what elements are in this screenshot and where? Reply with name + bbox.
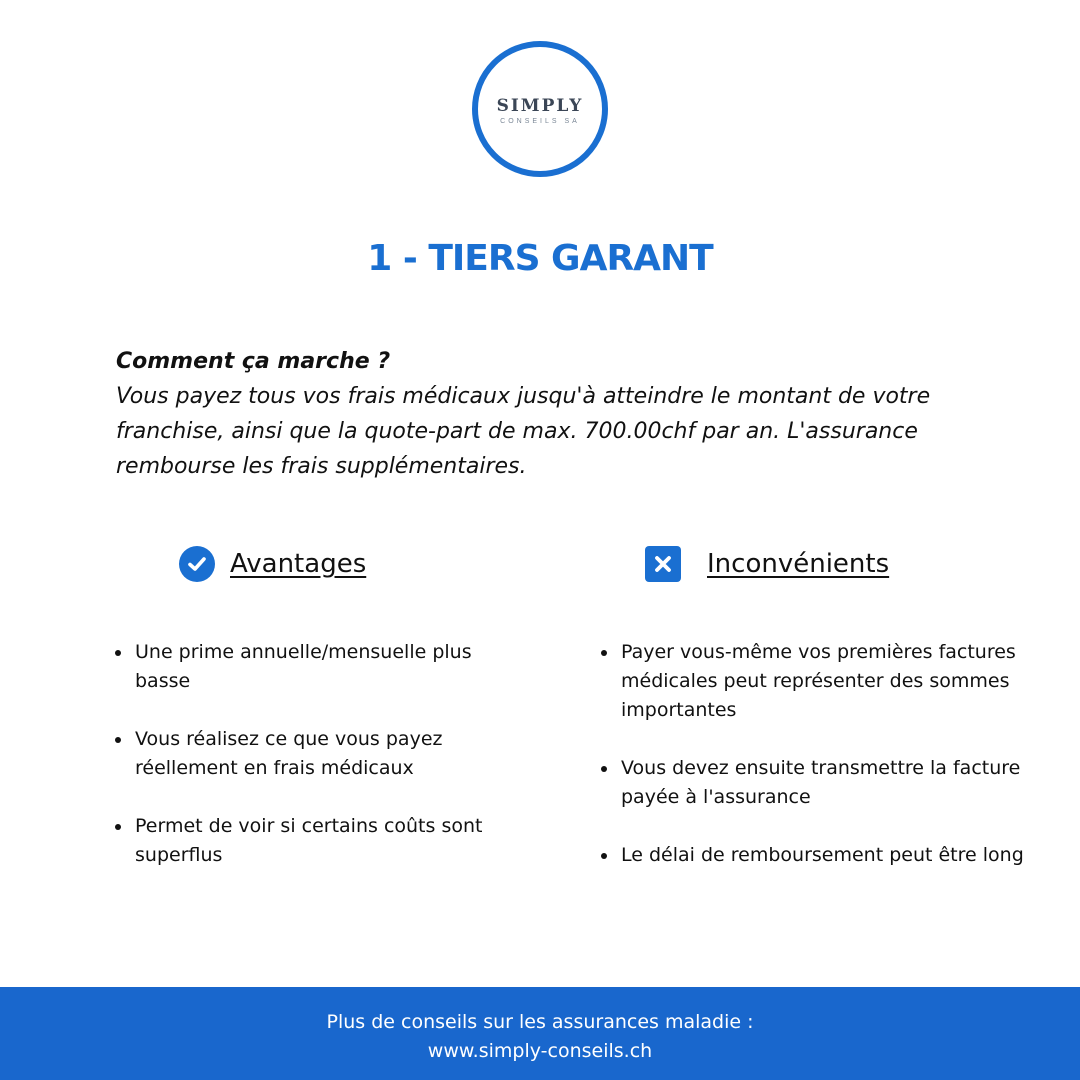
list-item: Vous devez ensuite transmettre la facture payée à l'assurance (601, 754, 1041, 812)
advantages-list (115, 638, 495, 899)
advantages-heading-label: Avantages (230, 549, 367, 579)
intro-question: Comment ça marche ? (116, 349, 391, 374)
list-item: Payer vous-même vos premières factures médicales peut représenter des sommes importantes (601, 638, 1041, 725)
logo (472, 41, 608, 177)
list-item: Permet de voir si certains coûts sont superflus (115, 812, 495, 870)
footer-text: Plus de conseils sur les assurances maladie : (326, 1011, 754, 1033)
intro-text: Vous payez tous vos frais médicaux jusqu'à atteindre le montant de votre franchise, ainsi que la quote-part de max. 700.00chf par an. L'assurance rembourse les frais supplémentaires. (116, 384, 931, 479)
page-title: 1 - TIERS GARANT (367, 238, 713, 279)
disadvantages-list (601, 638, 1041, 899)
footer-website-link[interactable]: www.simply-conseils.ch (427, 1040, 653, 1062)
footer-banner (0, 987, 1080, 1080)
check-circle-icon (179, 546, 215, 582)
x-square-icon (645, 546, 681, 582)
logo-name: SIMPLY (496, 95, 584, 116)
disadvantages-heading (645, 546, 889, 582)
list-item: Une prime annuelle/mensuelle plus basse (115, 638, 495, 696)
intro-section (116, 344, 996, 484)
advantages-heading (179, 546, 366, 582)
logo-subtitle: CONSEILS SA (500, 117, 580, 125)
disadvantages-heading-label: Inconvénients (707, 549, 890, 579)
list-item: Vous réalisez ce que vous payez réellement en frais médicaux (115, 725, 495, 783)
list-item: Le délai de remboursement peut être long (601, 841, 1041, 870)
